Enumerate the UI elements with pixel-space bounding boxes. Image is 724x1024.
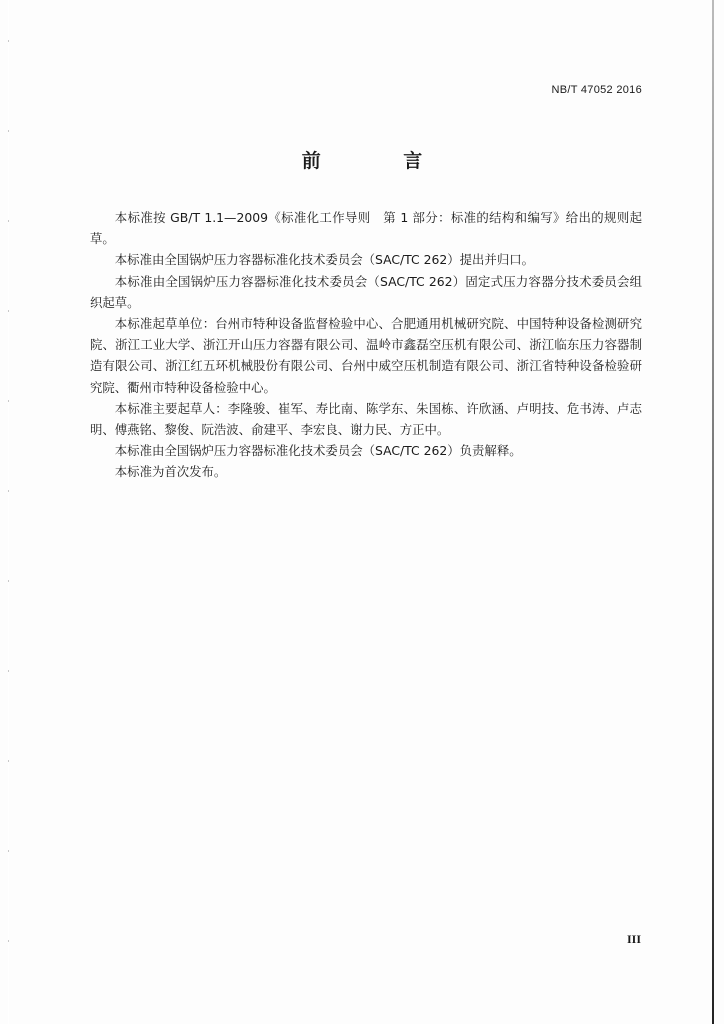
paragraph-first-release: 本标准为首次发布。 [114,464,227,480]
page-number: III [626,932,641,946]
paragraph-drafting-rules: 本标准按 GB/T 1.1—2009《标准化工作导则 第 1 部分：标准的结构和编写》给出的规则起草。 [90,210,642,247]
standard-number: NB/T 47052 2016 [551,84,642,96]
paragraph-proposer: 本标准由全国锅炉压力容器标准化技术委员会（SAC/TC 262）提出并归口。 [114,252,534,268]
foreword-body [90,207,642,483]
paragraph-organizer: 本标准由全国锅炉压力容器标准化技术委员会（SAC/TC 262）固定式压力容器分技术委员会组织起草。 [90,273,642,310]
paragraph-drafters: 本标准主要起草人：李隆骏、崔军、寿比南、陈学东、朱国栋、许欣涵、卢明技、危书涛、卢志明、傅燕铭、黎俊、阮浩波、俞建平、李宏良、谢力民、方正中。 [90,400,642,438]
page-title: 前 言 [301,150,461,172]
paragraph-drafting-units: 本标准起草单位：台州市特种设备监督检验中心、合肥通用机械研究院、中国特种设备检测研究院、浙江工业大学、浙江开山压力容器有限公司、温岭市鑫磊空压机有限公司、浙江临东压力容器制造有限公司、浙江红五环机械股份有限公司、台州中威空压机制造有限公司、浙江省特种设备检验研究院、衢州市特种设备检验中心。 [90,316,642,395]
paragraph-interpretation: 本标准由全国锅炉压力容器标准化技术委员会（SAC/TC 262）负责解释。 [114,443,522,459]
